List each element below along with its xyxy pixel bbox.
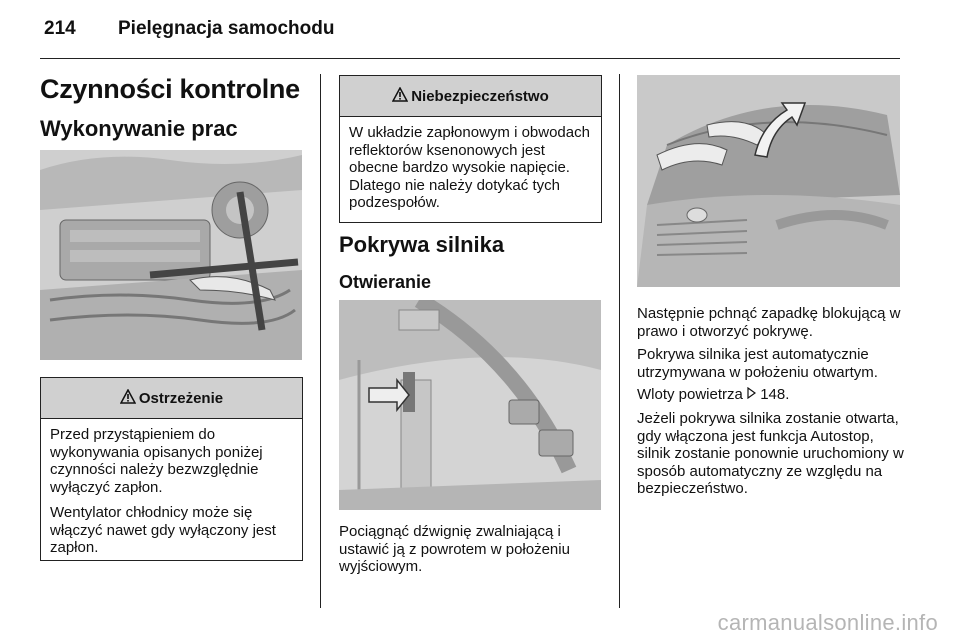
lever-caption: Pociągnąć dźwignię zwalniającą i ustawić ją z powrotem w położeniu wyjściowym. [339,523,570,575]
section-heading-hood: Pokrywa silnika [339,232,505,257]
column-divider-2 [619,74,620,608]
warning-text-1: Przed przystąpieniem do wykonywania opisanych poniżej czynności należy bezwzględnie wyłączyć zapłon. [50,426,263,496]
page-title: Czynności kontrolne [40,74,300,104]
engine-bay-illustration [40,150,302,360]
chapter-title: Pielęgnacja samochodu [118,18,335,39]
watermark: carmanualsonline.info [717,610,938,635]
danger-label: Niebezpieczeństwo [411,87,549,105]
release-lever-illustration [339,300,601,510]
air-intakes-page-ref[interactable]: 148. [760,386,790,403]
text-push-latch: Następnie pchnąć zapadkę blokującą w prawo i otworzyć pokrywę. [637,305,901,340]
warning-label: Ostrzeżenie [138,389,224,407]
warning-triangle-icon [120,389,136,408]
text-air-intakes [637,386,909,404]
danger-text: W układzie zapłonowym i obwodach reflektorów ksenonowych jest obecne bardzo wysokie napięcie. Dlatego nie należy dotykać tych podzespołów. [349,124,590,211]
text-hood-held-open: Pokrywa silnika jest automatycznie utrzymywana w położeniu otwartym. [637,346,878,381]
danger-box [339,75,602,223]
engine-bay-photo [40,150,302,360]
column-divider-1 [320,74,321,608]
section-heading: Wykonywanie prac [40,116,238,141]
text-autostop: Jeżeli pokrywa silnika zostanie otwarta, gdy włączona jest funkcja Autostop, silnik zostanie ponownie uruchomiony w sposób automatyczny ze względu na bezpieczeństwo. [637,410,904,497]
hood-open-photo [637,75,900,287]
warning-box [40,377,303,561]
warning-header [41,378,302,419]
warning-text-2: Wentylator chłodnicy może się włączyć nawet gdy wyłączony jest zapłon. [50,504,276,556]
release-lever-photo [339,300,601,510]
cross-reference-arrow-icon [747,386,756,403]
subsection-heading: Otwieranie [339,272,432,292]
hood-open-illustration [637,75,900,287]
warning-triangle-icon [392,87,408,106]
header-rule [40,58,900,59]
page-header [44,18,334,40]
danger-header [340,76,601,117]
air-intakes-label: Wloty powietrza [637,386,743,403]
page-number: 214 [44,18,76,39]
